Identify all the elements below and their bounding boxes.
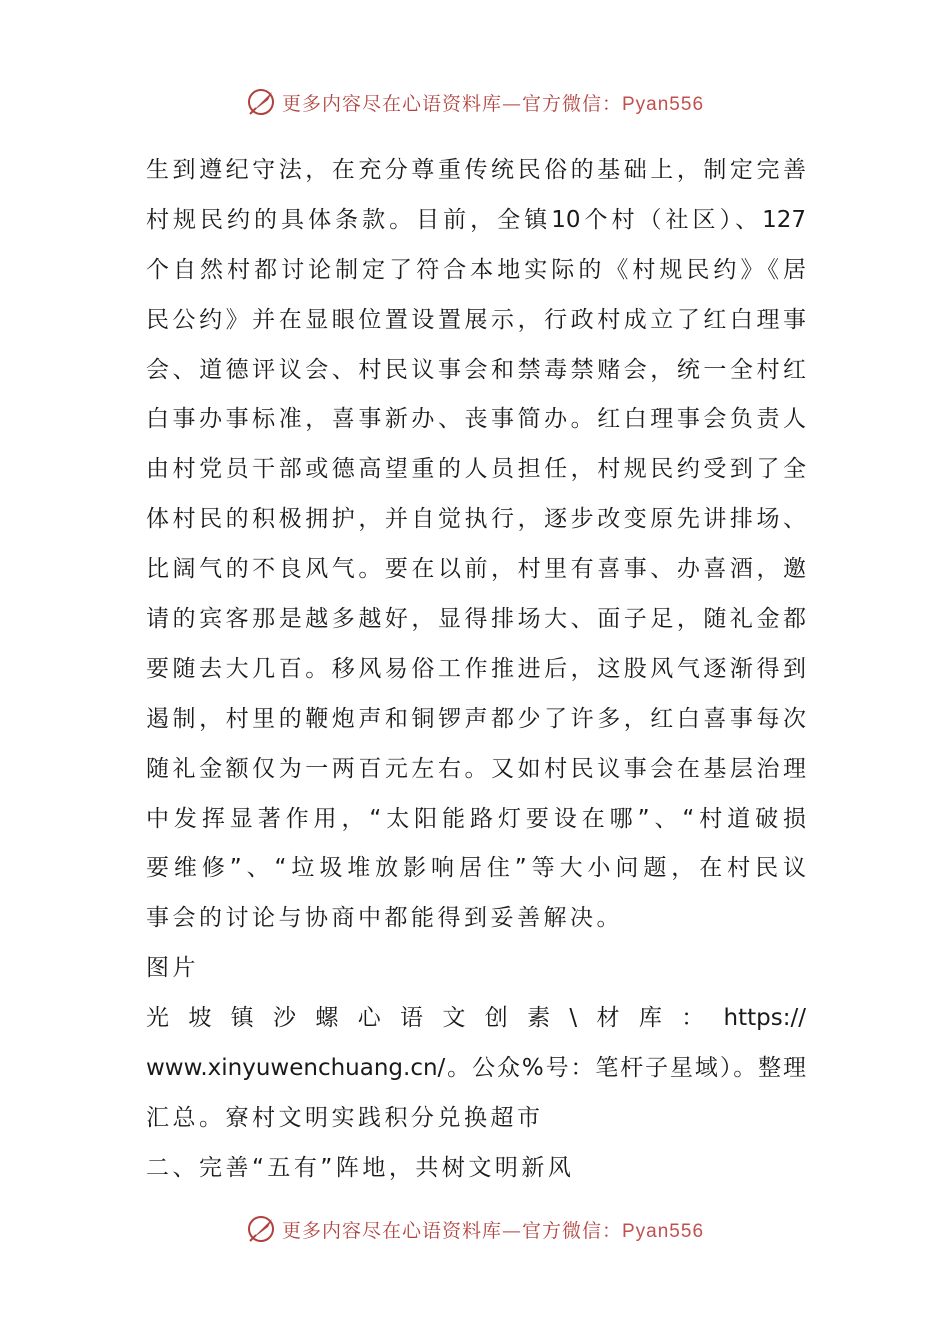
body-line-10: 请的宾客那是越多越好，显得排场大、面子足，随礼金都 [146,606,806,633]
section-heading: 二、完善“五有”阵地，共树文明新风 [146,1154,575,1181]
banner-separator: — [501,1219,522,1242]
body-line-5: 会、道德评议会、村民议事会和禁毒禁赌会，统一全村红 [146,356,806,383]
body-line-12: 遏制，村里的鞭炮声和铜锣声都少了许多，红白喜事每次 [146,705,806,732]
body-line-4: 民公约》并在显眼位置设置展示，行政村成立了红白理事 [146,306,806,333]
quill-logo-icon [246,1213,278,1245]
banner-wechat-id: Pyan556 [622,93,705,115]
banner-main-text: 更多内容尽在心语资料库 [281,1219,502,1242]
body-line-16: 事会的讨论与协商中都能得到妥善解决。 [146,905,623,932]
body-line-9: 比阔气的不良风气。要在以前，村里有喜事、办喜酒，邀 [146,556,806,583]
source-line-3: 汇总。寮村文明实践积分兑换超市 [146,1104,544,1131]
banner-wechat-label: 官方微信： [521,92,622,115]
banner-main-text: 更多内容尽在心语资料库 [281,92,502,115]
source-line-1: 光坡镇沙螺心语文创素\材库：https:// [146,1005,806,1032]
footer-watermark-banner [0,1209,950,1249]
image-caption: 图片 [146,955,199,982]
body-line-11: 要随去大几百。移风易俗工作推进后，这股风气逐渐得到 [146,655,806,682]
source-line-2: www.xinyuwenchuang.cn/。公众%号：笔杆子星域）。整理 [146,1055,806,1082]
banner-separator: — [501,92,522,115]
banner-text [282,89,704,116]
body-line-13: 随礼金额仅为一两百元左右。又如村民议事会在基层治理 [146,755,806,782]
header-watermark-banner [0,82,950,122]
banner-wechat-id: Pyan556 [622,1220,705,1242]
banner-wechat-label: 官方微信： [521,1219,622,1242]
body-line-15: 要维修”、“垃圾堆放影响居住”等大小问题，在村民议 [146,855,806,882]
banner-text [282,1216,704,1243]
quill-logo-icon [246,86,278,118]
body-line-3: 个自然村都讨论制定了符合本地实际的《村规民约》《居 [146,256,806,283]
body-line-7: 由村党员干部或德高望重的人员担任，村规民约受到了全 [146,456,806,483]
body-line-6: 白事办事标准，喜事新办、丧事简办。红白理事会负责人 [146,406,806,433]
body-line-1: 生到遵纪守法，在充分尊重传统民俗的基础上，制定完善 [146,157,806,183]
document-body [146,146,806,1194]
body-line-14: 中发挥显著作用，“太阳能路灯要设在哪”、“村道破损 [146,805,806,832]
body-line-2: 村规民约的具体条款。目前，全镇10个村（社区）、127 [146,206,806,233]
body-line-8: 体村民的积极拥护，并自觉执行，逐步改变原先讲排场、 [146,506,806,533]
